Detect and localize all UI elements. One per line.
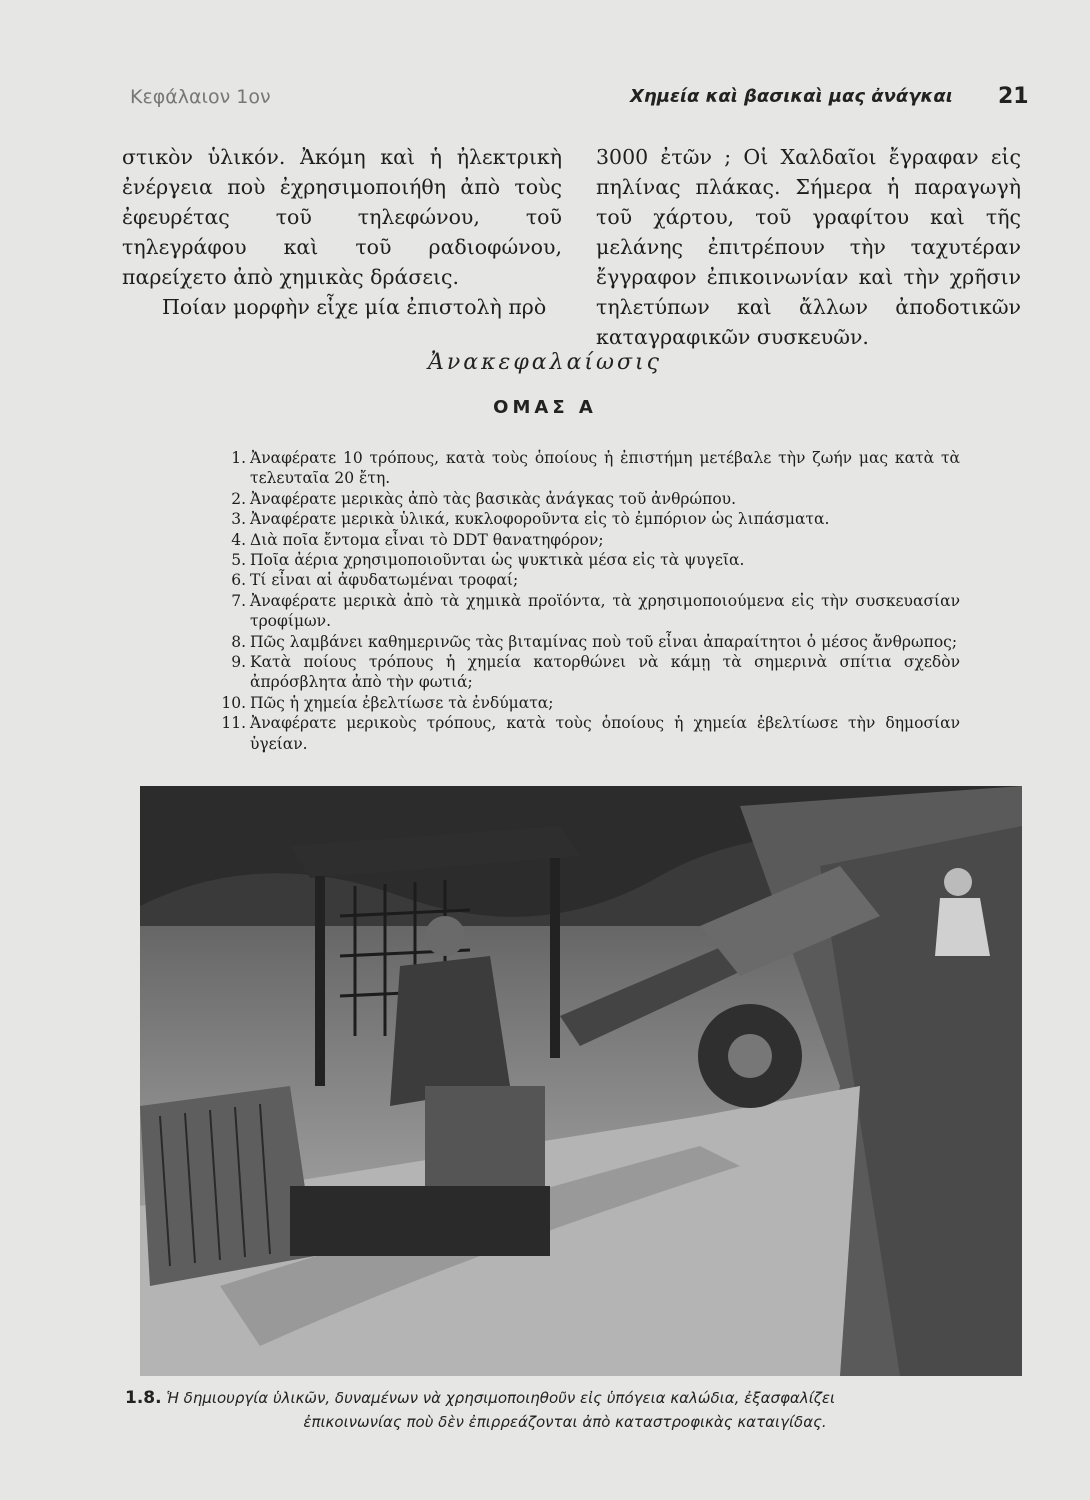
question-item (200, 509, 960, 529)
question-number: 10. (221, 693, 246, 712)
text-column-right (596, 142, 1021, 352)
question-text: Ἀναφέρατε μερικὰ ὑλικά, κυκλοφοροῦντα εἰς τὸ ἐμπόριον ὡς λιπάσματα. (250, 510, 830, 529)
photo-illustration (140, 786, 1022, 1376)
summary-heading: Ἀνακεφαλαίωσις (428, 350, 662, 375)
figure-photo-excavation (140, 786, 1022, 1376)
question-item (200, 570, 960, 590)
question-number: 4. (231, 530, 246, 549)
caption-line-2: ἐπικοινωνίας ποὺ δὲν ἐπιρρεάζονται ἀπὸ καταστροφικὰς καταιγίδας. (303, 1413, 827, 1431)
question-number: 8. (231, 632, 246, 651)
question-item (200, 713, 960, 754)
running-header-section: Χημεία καὶ βασικαὶ μας ἀνάγκαι (630, 86, 953, 107)
question-item (200, 448, 960, 489)
figure-number: 1.8. (125, 1388, 162, 1408)
machine-track (290, 1186, 550, 1256)
question-item (200, 591, 960, 632)
wheel-hub (728, 1034, 772, 1078)
question-item (200, 693, 960, 713)
question-text: Ἀναφέρατε μερικὰ ἀπὸ τὰ χημικὰ προϊόντα, τὰ χρησιμοποιούμενα εἰς τὴν συσκευασίαν τροφίμων. (250, 591, 960, 631)
question-item (200, 530, 960, 550)
paragraph: Ποίαν μορφὴν εἶχε μία ἐπιστολὴ πρὸ (162, 295, 547, 319)
question-item (200, 489, 960, 509)
question-number: 11. (221, 714, 246, 733)
group-heading: ΟΜΑΣ Α (493, 397, 597, 418)
operator-body (390, 956, 510, 1106)
question-text: Ποῖα ἀέρια χρησιμοποιοῦνται ὡς ψυκτικὰ μέσα εἰς τὰ ψυγεῖα. (250, 551, 745, 570)
question-number: 5. (231, 551, 246, 570)
question-number: 6. (231, 571, 246, 590)
radiator-front (140, 1086, 315, 1286)
question-number: 1. (231, 449, 246, 467)
paragraph: στικὸν ὑλικόν. Ἀκόμη καὶ ἡ ἠλεκτρικὴ ἐνέργεια ποὺ ἐχρησιμοποιήθη ἀπὸ τοὺς ἐφευρέτας τοῦ τηλεφώνου, τοῦ τηλεγράφου καὶ τοῦ ραδιοφώνου, παρείχετο ἀπὸ χημικὰς δράσεις. (122, 145, 562, 289)
seat-box (425, 1086, 545, 1196)
question-item (200, 632, 960, 652)
question-text: Διὰ ποῖα ἔντομα εἶναι τὸ DDT θανατηφόρον; (250, 530, 604, 549)
running-header-chapter: Κεφάλαιον 1ον (130, 86, 271, 108)
question-text: Κατὰ ποίους τρόπους ἡ χημεία κατορθώνει νὰ κάμῃ τὰ σημερινὰ σπίτια σχεδὸν ἀπρόσβλητα ἀπὸ τὴν φωτιά; (250, 653, 960, 692)
text-column-left (122, 142, 562, 322)
question-text: Ἀναφέρατε μερικὰς ἀπὸ τὰς βασικὰς ἀνάγκας τοῦ ἀνθρώπου. (250, 489, 737, 508)
question-text: Πῶς λαμβάνει καθημερινῶς τὰς βιταμίνας ποὺ τοῦ εἶναι ἀπαραίτητοι ὁ μέσος ἄνθρωπος; (250, 632, 958, 651)
page-number: 21 (998, 84, 1029, 109)
caption-line-1: Ἡ δημιουργία ὑλικῶν, δυναμένων νὰ χρησιμοποιηθοῦν εἰς ὑπόγεια καλώδια, ἐξασφαλίζει (166, 1389, 836, 1407)
question-number: 3. (231, 510, 246, 529)
question-item (200, 550, 960, 570)
question-text: Πῶς ἡ χημεία ἐβελτίωσε τὰ ἐνδύματα; (250, 693, 554, 712)
worker-head (944, 868, 972, 896)
question-item (200, 652, 960, 693)
question-text: Ἀναφέρατε μερικοὺς τρόπους, κατὰ τοὺς ὁποίους ἡ χημεία ἐβελτίωσε τὴν δημοσίαν ὑγείαν. (250, 714, 960, 753)
question-number: 7. (231, 591, 246, 610)
paragraph: 3000 ἐτῶν ; Οἱ Χαλδαῖοι ἔγραφαν εἰς πηλίνας πλάκας. Σήμερα ἡ παραγωγὴ τοῦ χάρτου, τοῦ γραφίτου καὶ τῆς μελάνης ἐπιτρέπουν τὴν ταχυτέραν ἔγγραφον ἐπικοινωνίαν καὶ τὴν χρῆσιν τηλετύπων καὶ ἄλλων ἀποδοτικῶν καταγραφικῶν συσκευῶν. (596, 145, 1021, 349)
question-text: Ἀναφέρατε 10 τρόπους, κατὰ τοὺς ὁποίους ἡ ἐπιστήμη μετέβαλε τὴν ζωήν μας κατὰ τὰ τελευταῖα 20 ἔτη. (250, 449, 960, 488)
question-number: 2. (231, 489, 246, 508)
question-number: 9. (231, 653, 246, 672)
canopy-post (550, 858, 560, 1058)
figure-caption (125, 1386, 1005, 1434)
question-list (200, 448, 960, 754)
operator-head (425, 916, 465, 956)
canopy-post (315, 876, 325, 1086)
question-text: Τί εἶναι αἱ ἀφυδατωμέναι τροφαί; (250, 571, 519, 590)
